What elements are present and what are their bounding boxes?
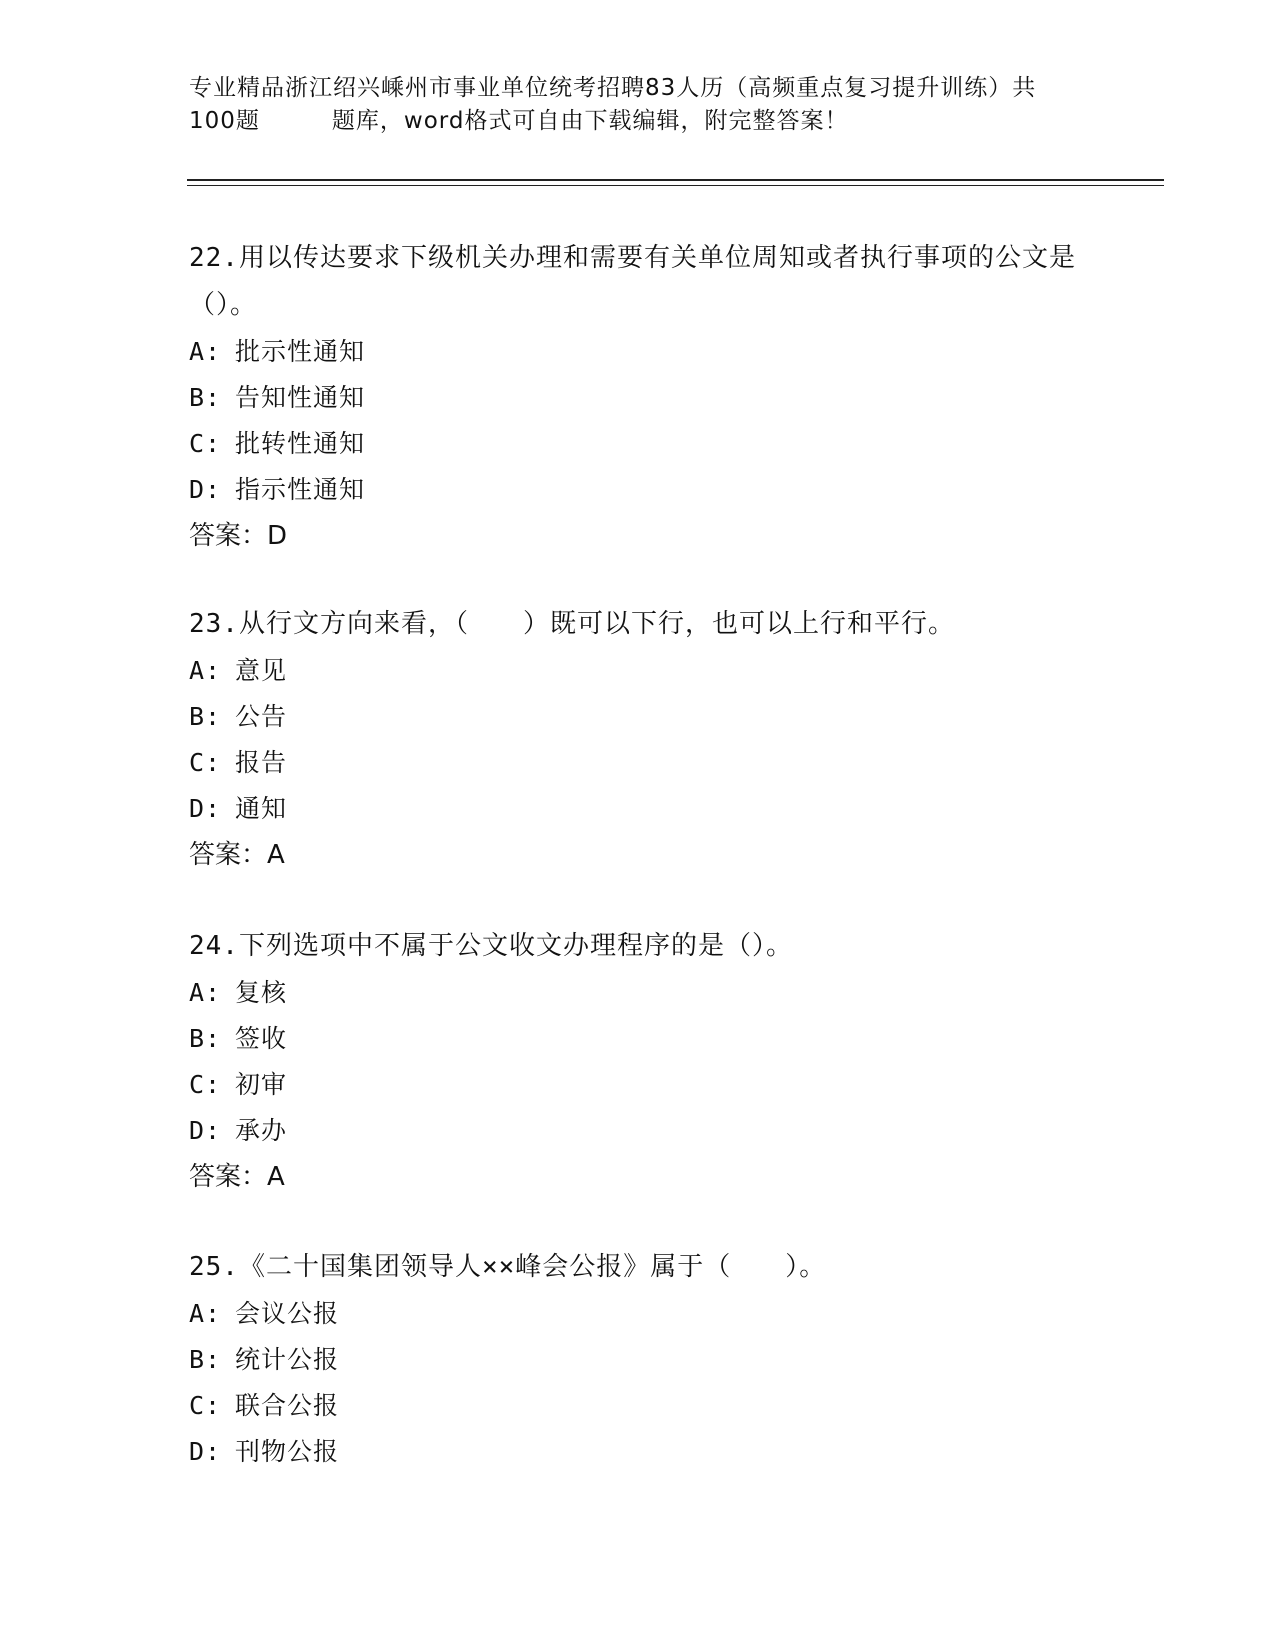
option-text: 指示性通知 bbox=[235, 475, 366, 504]
option-a bbox=[189, 970, 1089, 1016]
option-b bbox=[189, 1337, 1089, 1383]
option-key: B: bbox=[189, 1024, 222, 1053]
option-a bbox=[189, 329, 1089, 375]
option-c bbox=[189, 1383, 1089, 1429]
option-text: 报告 bbox=[235, 748, 288, 777]
answer-line: 答案：A bbox=[189, 1162, 285, 1192]
option-key: D: bbox=[189, 794, 222, 823]
option-key: B: bbox=[189, 702, 222, 731]
option-text: 联合公报 bbox=[235, 1391, 340, 1420]
option-text: 批示性通知 bbox=[235, 337, 366, 366]
header-title-line-1: 专业精品浙江绍兴嵊州市事业单位统考招聘83人历（高频重点复习提升训练）共 bbox=[189, 75, 1037, 101]
option-text: 复核 bbox=[235, 978, 288, 1007]
option-text: 签收 bbox=[235, 1024, 288, 1053]
option-d bbox=[189, 786, 1089, 832]
header-divider-thin bbox=[187, 185, 1164, 186]
option-key: B: bbox=[189, 383, 222, 412]
option-a bbox=[189, 648, 1089, 694]
option-text: 批转性通知 bbox=[235, 429, 366, 458]
option-key: B: bbox=[189, 1345, 222, 1374]
option-a bbox=[189, 1291, 1089, 1337]
header-question-count: 100题 bbox=[189, 108, 260, 134]
option-d bbox=[189, 1429, 1089, 1475]
option-text: 公告 bbox=[235, 702, 288, 731]
option-text: 统计公报 bbox=[235, 1345, 340, 1374]
option-c bbox=[189, 421, 1089, 467]
option-key: C: bbox=[189, 1070, 222, 1099]
option-key: D: bbox=[189, 475, 222, 504]
option-text: 会议公报 bbox=[235, 1299, 340, 1328]
question-stem: 25.《二十国集团领导人××峰会公报》属于（ ）。 bbox=[189, 1252, 827, 1282]
question-23 bbox=[189, 601, 1089, 878]
question-22 bbox=[189, 235, 1089, 559]
option-key: A: bbox=[189, 1299, 222, 1328]
question-24 bbox=[189, 923, 1089, 1200]
question-stem: 24.下列选项中不属于公文收文办理程序的是（）。 bbox=[189, 931, 793, 961]
option-b bbox=[189, 694, 1089, 740]
option-key: A: bbox=[189, 978, 222, 1007]
answer-line: 答案：A bbox=[189, 840, 285, 870]
option-text: 通知 bbox=[235, 794, 288, 823]
option-key: C: bbox=[189, 1391, 222, 1420]
question-25 bbox=[189, 1244, 1089, 1475]
option-text: 意见 bbox=[235, 656, 288, 685]
option-b bbox=[189, 375, 1089, 421]
option-d bbox=[189, 467, 1089, 513]
question-stem: 22.用以传达要求下级机关办理和需要有关单位周知或者执行事项的公文是（）。 bbox=[189, 243, 1076, 320]
option-c bbox=[189, 1062, 1089, 1108]
document-header bbox=[189, 72, 1089, 138]
option-c bbox=[189, 740, 1089, 786]
option-text: 告知性通知 bbox=[235, 383, 366, 412]
option-key: A: bbox=[189, 337, 222, 366]
option-key: D: bbox=[189, 1437, 222, 1466]
option-b bbox=[189, 1016, 1089, 1062]
option-key: C: bbox=[189, 748, 222, 777]
option-key: D: bbox=[189, 1116, 222, 1145]
question-stem: 23.从行文方向来看，（ ）既可以下行，也可以上行和平行。 bbox=[189, 609, 955, 639]
option-key: A: bbox=[189, 656, 222, 685]
answer-line: 答案：D bbox=[189, 521, 288, 551]
header-description: 题库，word格式可自由下载编辑，附完整答案！ bbox=[331, 108, 849, 134]
header-title-line-2 bbox=[189, 105, 1089, 138]
option-text: 承办 bbox=[235, 1116, 288, 1145]
option-key: C: bbox=[189, 429, 222, 458]
option-text: 刊物公报 bbox=[235, 1437, 340, 1466]
option-d bbox=[189, 1108, 1089, 1154]
option-text: 初审 bbox=[235, 1070, 288, 1099]
header-divider-thick bbox=[187, 179, 1164, 181]
